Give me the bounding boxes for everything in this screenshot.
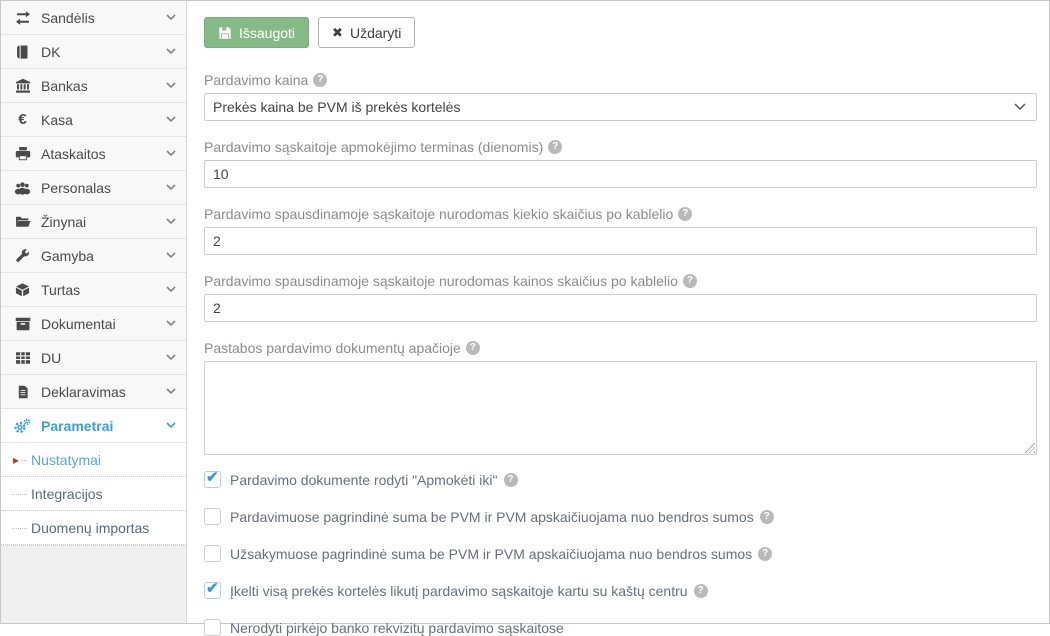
- sidebar-item-bankas[interactable]: [1, 69, 186, 103]
- chevron-down-icon: [166, 14, 176, 21]
- sidebar-item-label: Kasa: [41, 111, 73, 128]
- table-icon: [13, 350, 32, 366]
- payment-term-input[interactable]: [204, 160, 1037, 188]
- sidebar-item-dk[interactable]: [1, 35, 186, 69]
- archive-icon: [13, 316, 32, 332]
- sidebar-item-parametrai[interactable]: [1, 409, 186, 443]
- sidebar-item-ataskaitos[interactable]: [1, 137, 186, 171]
- sidebar-item-gamyba[interactable]: [1, 239, 186, 273]
- cube-icon: [13, 282, 32, 298]
- sidebar-item-dokumentai[interactable]: [1, 307, 186, 341]
- wrench-icon: [13, 248, 32, 264]
- help-icon[interactable]: ?: [683, 274, 697, 288]
- help-icon[interactable]: ?: [758, 547, 772, 561]
- checkbox-label: Nerodyti pirkėjo banko rekvizitų pardavimo sąskaitose: [230, 619, 564, 636]
- users-icon: [13, 180, 32, 196]
- chevron-down-icon: [166, 286, 176, 293]
- file-text-icon: [13, 384, 32, 400]
- sidebar-item-personalas[interactable]: [1, 171, 186, 205]
- save-icon: [218, 26, 232, 40]
- sidebar-filler: [1, 546, 186, 623]
- sidebar-subitem-nustatymai[interactable]: [1, 443, 186, 477]
- sidebar-item-deklaravimas[interactable]: [1, 375, 186, 409]
- checkbox[interactable]: [204, 508, 221, 525]
- help-icon[interactable]: ?: [760, 510, 774, 524]
- help-icon[interactable]: ?: [548, 140, 562, 154]
- chevron-down-icon: [166, 48, 176, 55]
- close-button-label: Uždaryti: [349, 24, 402, 41]
- checkbox[interactable]: [204, 545, 221, 562]
- checkbox-label: Įkelti visą prekės kortelės likutį pardavimo sąskaitoje kartu su kaštų centru ?: [230, 583, 708, 599]
- field-pastabos: [204, 340, 1037, 455]
- chevron-down-icon: [1014, 103, 1026, 111]
- checkbox-row-pardavimuose-suma[interactable]: [204, 508, 1037, 525]
- save-button[interactable]: [204, 17, 309, 48]
- checkbox[interactable]: [204, 619, 221, 636]
- help-icon[interactable]: ?: [313, 73, 327, 87]
- field-label: Pastabos pardavimo dokumentų apačioje ?: [204, 340, 1037, 356]
- toolbar: [204, 17, 1037, 48]
- help-icon[interactable]: ?: [504, 473, 518, 487]
- sidebar-item-label: Deklaravimas: [41, 383, 126, 400]
- sidebar-subitem-integracijos[interactable]: [1, 477, 186, 511]
- sidebar-item-label: Personalas: [41, 179, 112, 196]
- sidebar-item-zinynai[interactable]: [1, 205, 186, 239]
- sidebar-item-label: Gamyba: [41, 247, 94, 264]
- sidebar-item-label: DK: [41, 43, 61, 60]
- sidebar-item-label: DU: [41, 349, 62, 366]
- checkbox[interactable]: [204, 471, 221, 488]
- chevron-down-icon: [166, 116, 176, 123]
- checkbox-row-nerodyti-rekvizitu[interactable]: [204, 619, 1037, 636]
- sidebar-subitem-label: Integracijos: [31, 485, 103, 502]
- chevron-down-icon: [166, 150, 176, 157]
- sidebar-item-label: Bankas: [41, 77, 88, 94]
- bank-icon: [13, 78, 32, 94]
- field-label: Pardavimo spausdinamoje sąskaitoje nurodomas kainos skaičius po kablelio ?: [204, 273, 1037, 289]
- chevron-down-icon: [166, 218, 176, 225]
- checkbox-label: Pardavimo dokumente rodyti "Apmokėti iki" ?: [230, 472, 518, 488]
- quantity-decimals-input[interactable]: [204, 227, 1037, 255]
- checkbox-row-uzsakymuose-suma[interactable]: [204, 545, 1037, 562]
- notes-textarea[interactable]: [204, 361, 1037, 455]
- sidebar-subitem-duomenu-importas[interactable]: [1, 511, 186, 545]
- help-icon[interactable]: ?: [694, 584, 708, 598]
- sidebar-item-label: Ataskaitos: [41, 145, 106, 162]
- sidebar-item-label: Žinynai: [41, 213, 87, 230]
- sidebar-item-label: Parametrai: [41, 417, 114, 434]
- close-button[interactable]: [318, 17, 415, 48]
- help-icon[interactable]: ?: [466, 341, 480, 355]
- book-icon: [13, 44, 32, 60]
- sidebar-item-label: Dokumentai: [41, 315, 116, 332]
- exchange-icon: [13, 10, 32, 26]
- help-icon[interactable]: ?: [678, 207, 692, 221]
- sidebar-subitem-label: Nustatymai: [31, 451, 102, 468]
- field-kiekio-skaicius: [204, 206, 1037, 255]
- chevron-down-icon: [166, 354, 176, 361]
- field-apmokejimo-terminas: [204, 139, 1037, 188]
- field-pardavimo-kaina: [204, 72, 1037, 121]
- field-label: Pardavimo kaina ?: [204, 72, 1037, 88]
- sales-price-select[interactable]: [204, 93, 1037, 121]
- euro-icon: €: [18, 111, 27, 128]
- sidebar-item-kasa[interactable]: [1, 103, 186, 137]
- sidebar: [1, 1, 187, 623]
- close-icon: ✖: [332, 25, 343, 40]
- checkbox-row-apmoketi-iki[interactable]: [204, 471, 1037, 488]
- checkbox-label: Užsakymuose pagrindinė suma be PVM ir PVM apskaičiuojama nuo bendros sumos ?: [230, 546, 772, 562]
- field-kainos-skaicius: [204, 273, 1037, 322]
- cogs-icon: [13, 418, 32, 434]
- checkbox[interactable]: [204, 582, 221, 599]
- selected-option: Prekės kaina be PVM iš prekės kortelės: [213, 99, 461, 115]
- chevron-down-icon: [166, 252, 176, 259]
- chevron-down-icon: [166, 184, 176, 191]
- chevron-down-icon: [166, 388, 176, 395]
- sidebar-item-turtas[interactable]: [1, 273, 186, 307]
- chevron-down-icon: [166, 320, 176, 327]
- caret-right-icon: ▸: [13, 452, 20, 467]
- folder-open-icon: [13, 214, 32, 230]
- checkbox-row-ikelti-likuti[interactable]: [204, 582, 1037, 599]
- settings-panel: [187, 1, 1049, 636]
- save-button-label: Išsaugoti: [239, 24, 296, 41]
- sidebar-item-label: Turtas: [41, 281, 81, 298]
- sidebar-item-du[interactable]: [1, 341, 186, 375]
- checkbox-label: Pardavimuose pagrindinė suma be PVM ir PVM apskaičiuojama nuo bendros sumos ?: [230, 509, 774, 525]
- field-label: Pardavimo spausdinamoje sąskaitoje nurodomas kiekio skaičius po kablelio ?: [204, 206, 1037, 222]
- sidebar-item-sandelis[interactable]: [1, 1, 186, 35]
- parametrai-submenu: [1, 443, 186, 546]
- check-icon: ✔: [206, 469, 219, 486]
- sidebar-item-label: Sandėlis: [41, 9, 95, 26]
- print-icon: [13, 146, 32, 162]
- sidebar-subitem-label: Duomenų importas: [31, 519, 150, 536]
- field-label: Pardavimo sąskaitoje apmokėjimo terminas (dienomis) ?: [204, 139, 1037, 155]
- check-icon: ✔: [206, 580, 219, 597]
- chevron-down-icon: [166, 422, 176, 429]
- chevron-down-icon: [166, 82, 176, 89]
- price-decimals-input[interactable]: [204, 294, 1037, 322]
